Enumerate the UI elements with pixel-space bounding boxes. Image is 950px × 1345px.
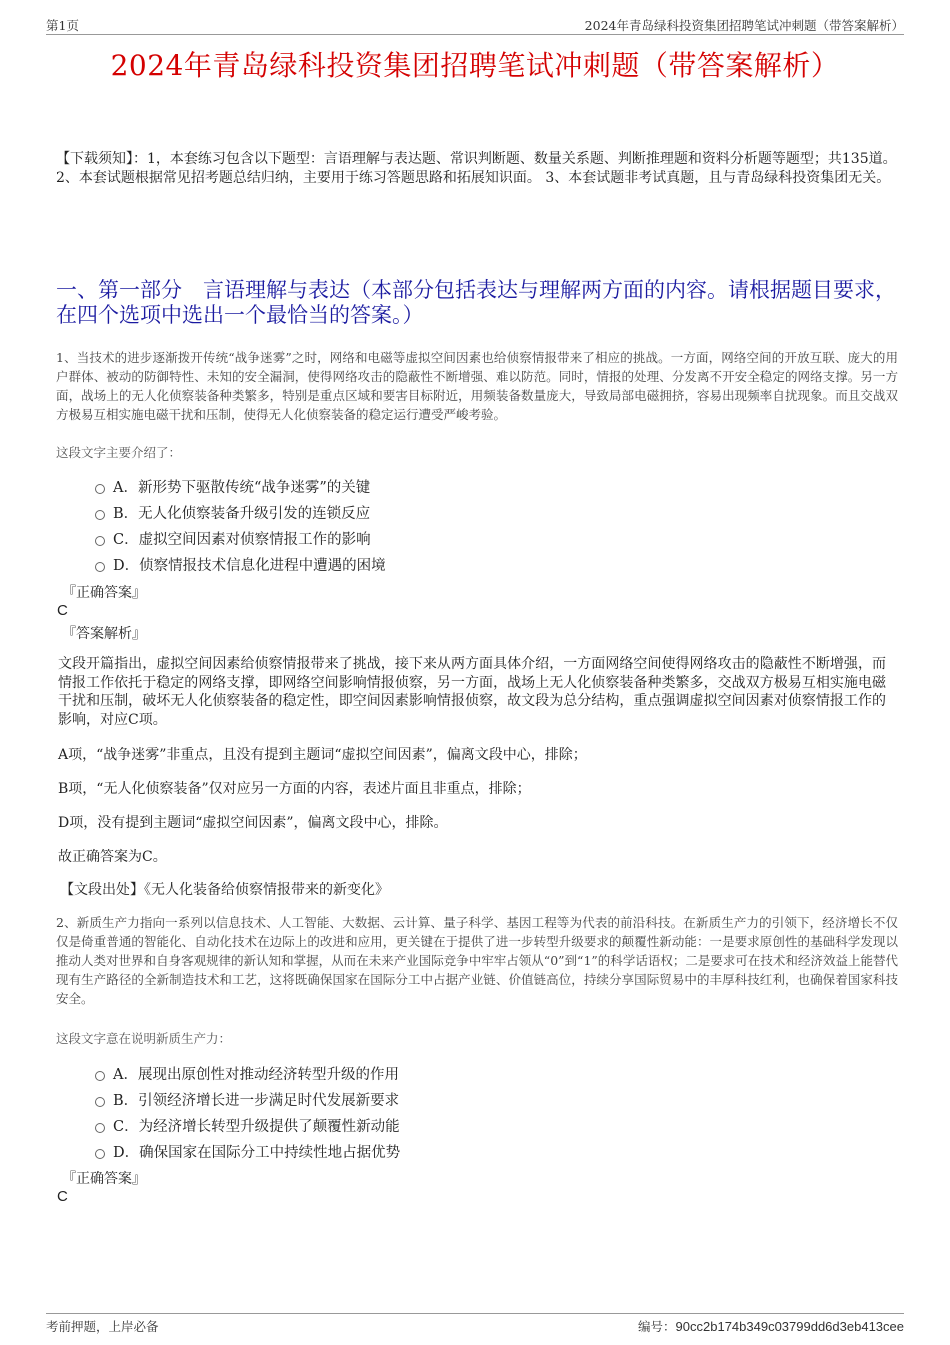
radio-icon[interactable] bbox=[95, 1097, 105, 1107]
page-footer bbox=[46, 1313, 904, 1334]
page-title: 2024年青岛绿科投资集团招聘笔试冲刺题（带答案解析） bbox=[110, 49, 840, 82]
page-header bbox=[46, 14, 904, 35]
page-number: 第1页 bbox=[46, 18, 79, 33]
explanation-text: 文段开篇指出，虚拟空间因素给侦察情报带来了挑战，接下来从两方面具体介绍，一方面网络空间使得网络攻击的隐蔽性不断增强，而情报工作依托于稳定的网络支撑，即网络空间影响情报侦察，另一方面，战场上无人化侦察装备种类繁多，交战双方极易互相实施电磁干扰和压制，破坏无人化侦察装备的稳定性，即空间因素影响情报侦察，故文段为总分结构，重点强调虚拟空间因素对侦察情报工作的影响，对应C项。 bbox=[58, 656, 886, 728]
question-1-options bbox=[95, 473, 695, 577]
option-c[interactable]: C．为经济增长转型升级提供了颠覆性新动能 bbox=[95, 1112, 695, 1138]
option-a[interactable]: A．展现出原创性对推动经济转型升级的作用 bbox=[95, 1060, 695, 1086]
explanation-line-b: B项，“无人化侦察装备”仅对应另一方面的内容，表述片面且非重点，排除； bbox=[58, 781, 531, 797]
radio-icon[interactable] bbox=[95, 1149, 105, 1159]
option-d[interactable]: D．侦察情报技术信息化进程中遭遇的困境 bbox=[95, 551, 695, 577]
radio-icon[interactable] bbox=[95, 510, 105, 520]
radio-icon[interactable] bbox=[95, 562, 105, 572]
option-b[interactable]: B．无人化侦察装备升级引发的连锁反应 bbox=[95, 499, 695, 525]
download-notice: 【下载须知】：1，本套练习包含以下题型：言语理解与表达题、常识判断题、数量关系题、判断推理题和资料分析题等题型；共135道。 2、本套试题根据常见招考题总结归纳，主要用于练习答题思路和拓展知识面。 3、本套试题非考试真题，且与青岛绿科投资集团无关。 bbox=[56, 151, 897, 186]
option-a[interactable]: A．新形势下驱散传统“战争迷雾”的关键 bbox=[95, 473, 695, 499]
footer-slogan: 考前押题，上岸必备 bbox=[46, 1319, 159, 1334]
option-d[interactable]: D．确保国家在国际分工中持续性地占据优势 bbox=[95, 1138, 695, 1164]
option-c[interactable]: C．虚拟空间因素对侦察情报工作的影响 bbox=[95, 525, 695, 551]
option-b[interactable]: B．引领经济增长进一步满足时代发展新要求 bbox=[95, 1086, 695, 1112]
explanation-label: 『答案解析』 bbox=[62, 626, 146, 642]
section-heading: 一、第一部分 言语理解与表达（本部分包括表达与理解两方面的内容。请根据题目要求，在四个选项中选出一个最恰当的答案。） bbox=[56, 278, 896, 327]
footer-code: 编号：90cc2b174b349c03799dd6d3eb413cee bbox=[638, 1319, 904, 1334]
answer-label: 『正确答案』 bbox=[62, 1171, 146, 1187]
question-1-text: 1、当技术的进步逐渐拨开传统“战争迷雾”之时，网络和电磁等虚拟空间因素也给侦察情报带来了相应的挑战。一方面，网络空间的开放互联、庞大的用户群体、被动的防御特性、未知的安全漏洞，使得网络攻击的隐蔽性不断增强、难以防范。同时，情报的处理、分发离不开安全稳定的网络支撑。另一方面，战场上的无人化侦察装备种类繁多，特别是重点区域和要害目标附近，用频装备数量庞大，导致局部电磁拥挤，容易出现频率自扰现象。而且交战双方极易互相实施电磁干扰和压制，使得无人化侦察装备的稳定运行遭受严峻考验。 bbox=[56, 350, 898, 422]
radio-icon[interactable] bbox=[95, 1071, 105, 1081]
radio-icon[interactable] bbox=[95, 484, 105, 494]
radio-icon[interactable] bbox=[95, 536, 105, 546]
answer-value: C bbox=[57, 602, 68, 619]
question-2-text: 2、新质生产力指向一系列以信息技术、人工智能、大数据、云计算、量子科学、基因工程等为代表的前沿科技。在新质生产力的引领下，经济增长不仅仅是倚重普通的智能化、自动化技术在边际上的改进和应用，更关键在于提供了进一步转型升级要求的颠覆性新动能：一是要求原创性的基础科学发现以推动人类对世界和自身客观规律的新认知和掌握，从而在未来产业国际竞争中牢牢占领从“0”到“1”的科学话语权；二是要求可在技术和经济效益上能替代现有生产路径的全新制造技术和工艺，这将既确保国家在国际分工中占据产业链、价值链高位，持续分享国际贸易中的丰厚科技红利，也确保着国家科技安全。 bbox=[56, 915, 898, 1006]
explanation-conclusion: 故正确答案为C。 bbox=[58, 849, 167, 865]
header-doc-title: 2024年青岛绿科投资集团招聘笔试冲刺题（带答案解析） bbox=[584, 18, 904, 33]
explanation-line-a: A项，“战争迷雾”非重点，且没有提到主题词“虚拟空间因素”，偏离文段中心，排除； bbox=[58, 747, 587, 763]
radio-icon[interactable] bbox=[95, 1123, 105, 1133]
question-2-options bbox=[95, 1060, 695, 1164]
answer-label: 『正确答案』 bbox=[62, 585, 146, 601]
text-source: 【文段出处】《无人化装备给侦察情报带来的新变化》 bbox=[60, 882, 389, 898]
explanation-line-d: D项，没有提到主题词“虚拟空间因素”，偏离文段中心，排除。 bbox=[58, 815, 448, 831]
answer-value: C bbox=[57, 1188, 68, 1205]
question-2-prompt: 这段文字意在说明新质生产力： bbox=[56, 1031, 232, 1046]
question-1-prompt: 这段文字主要介绍了： bbox=[56, 445, 182, 460]
